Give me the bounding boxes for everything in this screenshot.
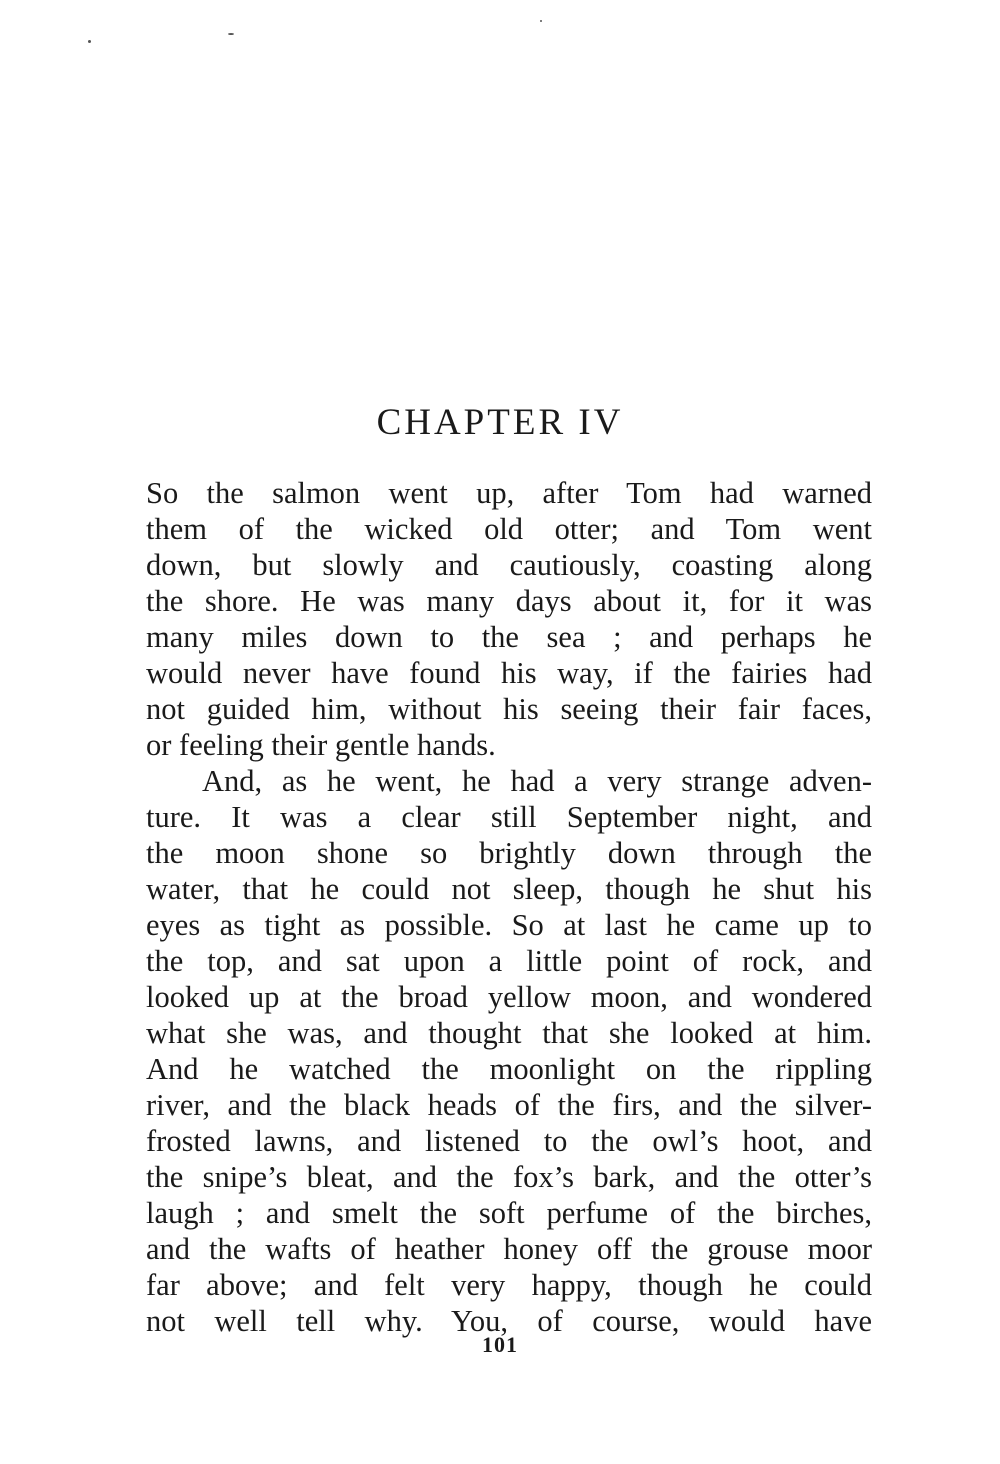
text-line: river, and the black heads of the firs, and the silver- — [146, 1088, 872, 1122]
text-line: down, but slowly and cautiously, coasting along — [146, 548, 872, 582]
text-line: frosted lawns, and listened to the owl’s hoot, and — [146, 1124, 872, 1158]
text-line: not guided him, without his seeing their fair faces, — [146, 692, 872, 726]
scan-speck — [228, 33, 234, 35]
page-number: 101 — [482, 1332, 518, 1357]
text-line: the shore. He was many days about it, for it was — [146, 584, 872, 618]
text-line: eyes as tight as possible. So at last he came up to — [146, 908, 872, 942]
chapter-title: CHAPTER IV — [376, 402, 624, 443]
text-line: the moon shone so brightly down through the — [146, 836, 872, 870]
text-line: the snipe’s bleat, and the fox’s bark, and the otter’s — [146, 1160, 872, 1194]
text-line: and the wafts of heather honey off the grouse moor — [146, 1232, 872, 1266]
text-line: them of the wicked old otter; and Tom went — [146, 512, 872, 546]
paragraph-2 — [146, 763, 872, 1339]
text-line: ture. It was a clear still September night, and — [146, 800, 872, 834]
text-line: And he watched the moonlight on the rippling — [146, 1052, 872, 1086]
text-line: would never have found his way, if the fairies had — [146, 656, 872, 690]
text-line: many miles down to the sea ; and perhaps he — [146, 620, 872, 654]
text-line: the top, and sat upon a little point of rock, and — [146, 944, 872, 978]
text-line: far above; and felt very happy, though he could — [146, 1268, 872, 1302]
text-line: And, as he went, he had a very strange adven- — [202, 764, 872, 798]
text-line: what she was, and thought that she looked at him. — [146, 1016, 872, 1050]
text-line: looked up at the broad yellow moon, and wondered — [146, 980, 872, 1014]
text-line: So the salmon went up, after Tom had warned — [146, 476, 872, 510]
paragraph-1 — [146, 475, 872, 763]
scan-speck — [540, 20, 542, 22]
text-line: or feeling their gentle hands. — [146, 728, 496, 762]
scan-speck — [88, 40, 91, 43]
body-text — [146, 475, 872, 1339]
text-line: water, that he could not sleep, though he shut his — [146, 872, 872, 906]
text-line: not well tell why. You, of course, would have — [146, 1304, 872, 1338]
text-line: laugh ; and smelt the soft perfume of the birches, — [146, 1196, 872, 1230]
